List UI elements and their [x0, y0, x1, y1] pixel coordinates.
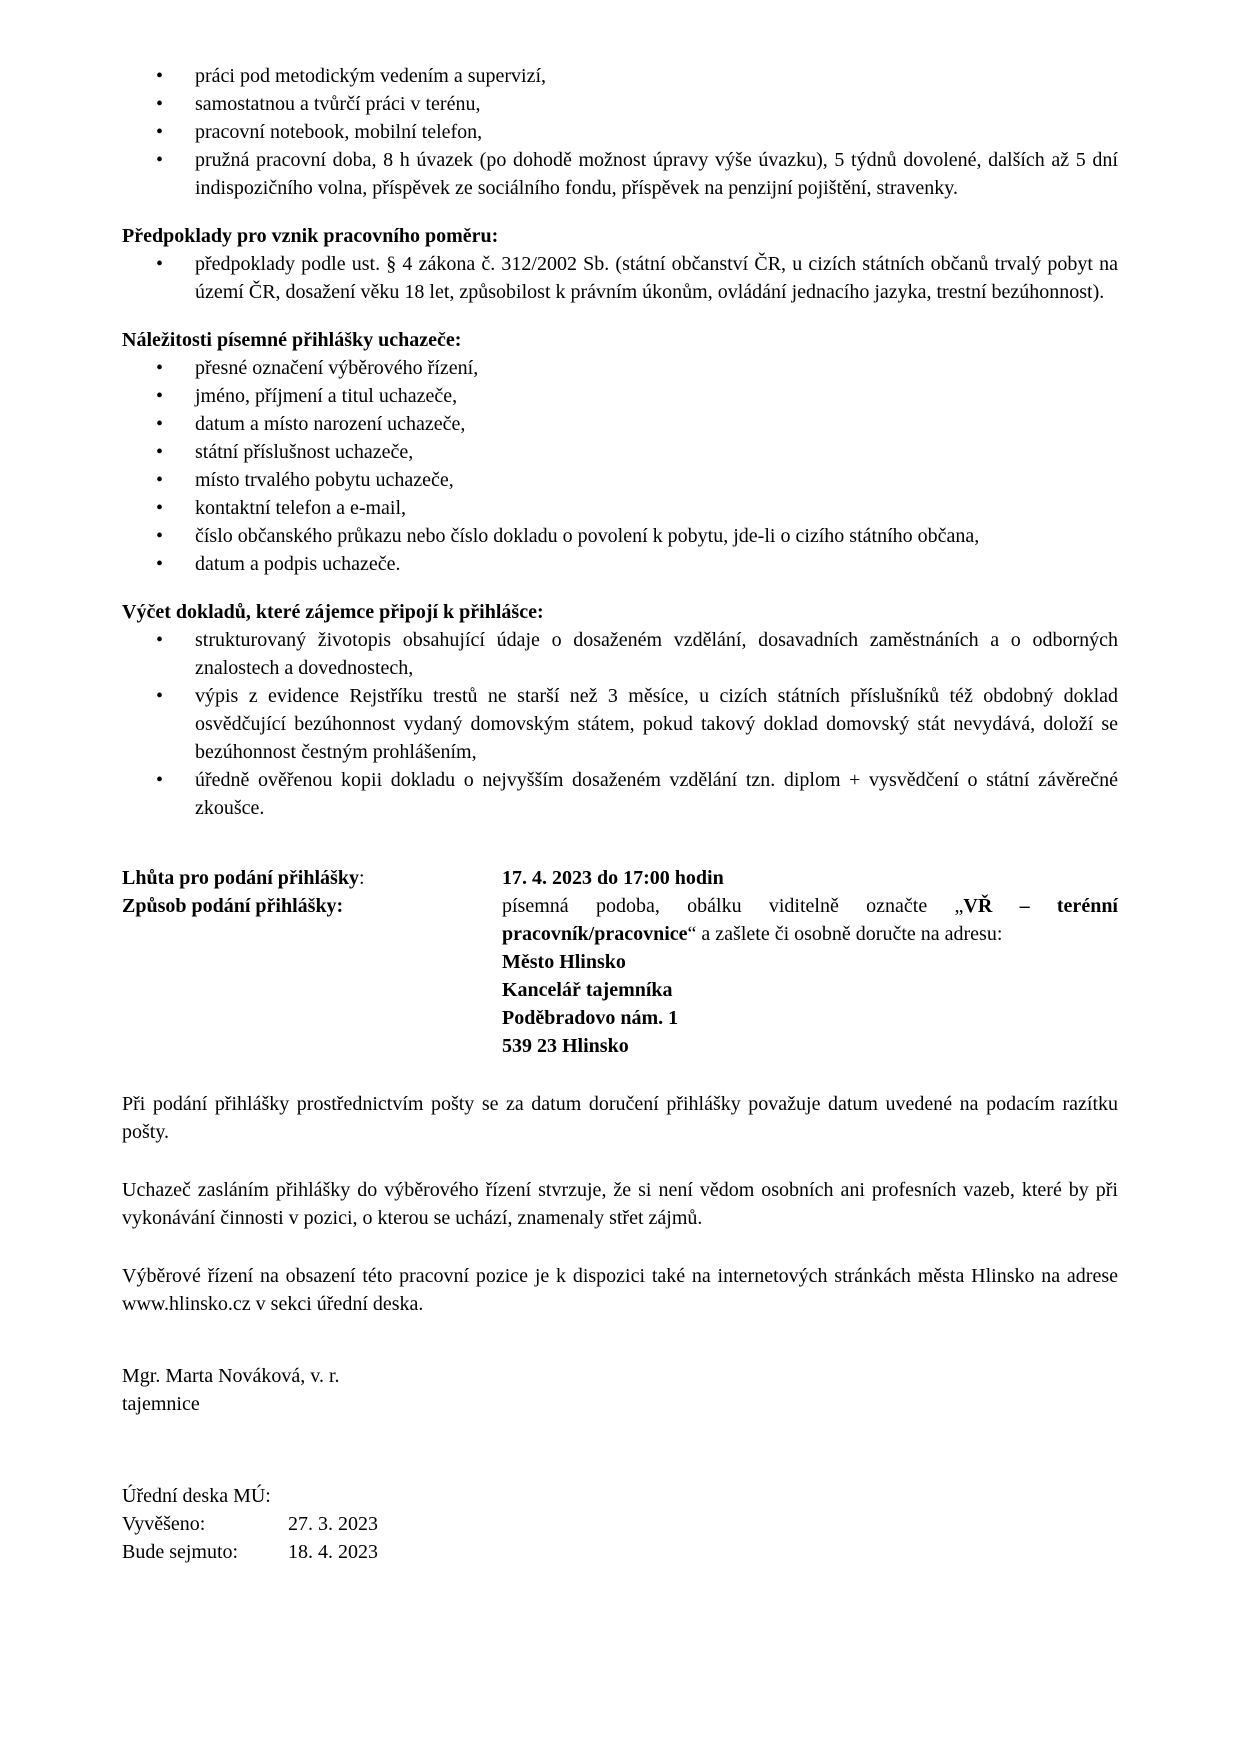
prerequisites-list — [122, 250, 1118, 306]
deadline-label-colon: : — [358, 867, 365, 889]
method-row — [122, 892, 1118, 948]
notice-board-heading: Úřední deska MÚ: — [122, 1485, 271, 1507]
deadline-row — [122, 864, 1118, 892]
signature-name: Mgr. Marta Nováková, v. r. — [122, 1365, 340, 1387]
deadline-value: 17. 4. 2023 do 17:00 hodin — [502, 867, 724, 889]
benefits-list — [122, 62, 1118, 202]
signature-block — [122, 1362, 1118, 1418]
list-item: • číslo občanského průkazu nebo číslo dokladu o povolení k pobytu, jde-li o cizího státního občana, — [122, 522, 1118, 550]
address-line: 539 23 Hlinsko — [502, 1035, 629, 1057]
section-heading-documents: Výčet dokladů, které zájemce připojí k přihlášce: — [122, 601, 544, 623]
signature-title: tajemnice — [122, 1393, 200, 1415]
method-text: “ a zašlete či osobně doručte na adresu: — [687, 923, 1003, 945]
method-value — [502, 892, 1118, 948]
method-label: Způsob podání přihlášky: — [122, 895, 344, 917]
notice-board-row — [122, 1538, 1118, 1566]
list-item: • státní příslušnost uchazeče, — [122, 438, 1118, 466]
list-item: • místo trvalého pobytu uchazeče, — [122, 466, 1118, 494]
list-item: • výpis z evidence Rejstříku trestů ne starší než 3 měsíce, u cizích státních příslušníků též obdobný doklad osvědčující bezúhonnost vydaný domovským státem, pokud takový doklad domovský stát nevydává, doloží se bezúhonnost čestným prohlášením, — [122, 682, 1118, 766]
posted-label: Vyvěšeno: — [122, 1513, 206, 1535]
list-item: • práci pod metodickým vedením a supervizí, — [122, 62, 1118, 90]
paragraph-website-info: Výběrové řízení na obsazení této pracovní pozice je k dispozici také na internetových stránkách města Hlinsko na adrese www.hlinsko.cz v sekci úřední deska. — [122, 1265, 1118, 1315]
list-item: • datum a místo narození uchazeče, — [122, 410, 1118, 438]
section-heading-prerequisites: Předpoklady pro vznik pracovního poměru: — [122, 225, 499, 247]
list-item: • pracovní notebook, mobilní telefon, — [122, 118, 1118, 146]
address-line: Město Hlinsko — [502, 951, 626, 973]
paragraph-conflict-of-interest: Uchazeč zasláním přihlášky do výběrového řízení stvrzuje, že si není vědom osobních ani profesních vazeb, které by při vykonávání činnosti v pozici, o kterou se uchází, znamenaly střet zájmů. — [122, 1179, 1118, 1229]
address-line: Poděbradovo nám. 1 — [502, 1007, 679, 1029]
list-item: • jméno, příjmení a titul uchazeče, — [122, 382, 1118, 410]
submission-address — [502, 948, 1118, 1060]
list-item: • kontaktní telefon a e-mail, — [122, 494, 1118, 522]
deadline-label — [122, 864, 502, 892]
section-heading-requirements: Náležitosti písemné přihlášky uchazeče: — [122, 329, 462, 351]
deadline-label-text: Lhůta pro podání přihlášky — [122, 867, 359, 889]
list-item: • pružná pracovní doba, 8 h úvazek (po dohodě možnost úpravy výše úvazku), 5 týdnů dovolené, dalších až 5 dní indispozičního volna, příspěvek ze sociálního fondu, příspěvek na penzijní pojištění, stravenky. — [122, 146, 1118, 202]
notice-board-block — [122, 1482, 1118, 1566]
list-item: • předpoklady podle ust. § 4 zákona č. 312/2002 Sb. (státní občanství ČR, u cizích státních občanů trvalý pobyt na území ČR, dosažení věku 18 let, způsobilost k právním úkonům, ovládání jednacího jazyka, trestní bezúhonnost). — [122, 250, 1118, 306]
address-line: Kancelář tajemníka — [502, 979, 673, 1001]
notice-board-row — [122, 1510, 1118, 1538]
removal-label: Bude sejmuto: — [122, 1541, 239, 1563]
list-item: • strukturovaný životopis obsahující údaje o dosaženém vzdělání, dosavadních zaměstnáních a o odborných znalostech a dovednostech, — [122, 626, 1118, 682]
list-item: • datum a podpis uchazeče. — [122, 550, 1118, 578]
submission-details — [122, 864, 1118, 1060]
list-item: • úředně ověřenou kopii dokladu o nejvyšším dosaženém vzdělání tzn. diplom + vysvědčení o státní závěrečné zkoušce. — [122, 766, 1118, 822]
paragraph-postal-date: Při podání přihlášky prostřednictvím pošty se za datum doručení přihlášky považuje datum uvedené na podacím razítku pošty. — [122, 1093, 1118, 1143]
removal-date: 18. 4. 2023 — [288, 1541, 378, 1563]
requirements-list — [122, 354, 1118, 578]
method-position-name: VŘ – terénní pracovník/pracovnice — [502, 895, 1118, 945]
list-item: • samostatnou a tvůrčí práci v terénu, — [122, 90, 1118, 118]
documents-list — [122, 626, 1118, 822]
posted-date: 27. 3. 2023 — [288, 1513, 378, 1535]
method-text: písemná podoba, obálku viditelně označte „ — [502, 895, 964, 917]
list-item: • přesné označení výběrového řízení, — [122, 354, 1118, 382]
